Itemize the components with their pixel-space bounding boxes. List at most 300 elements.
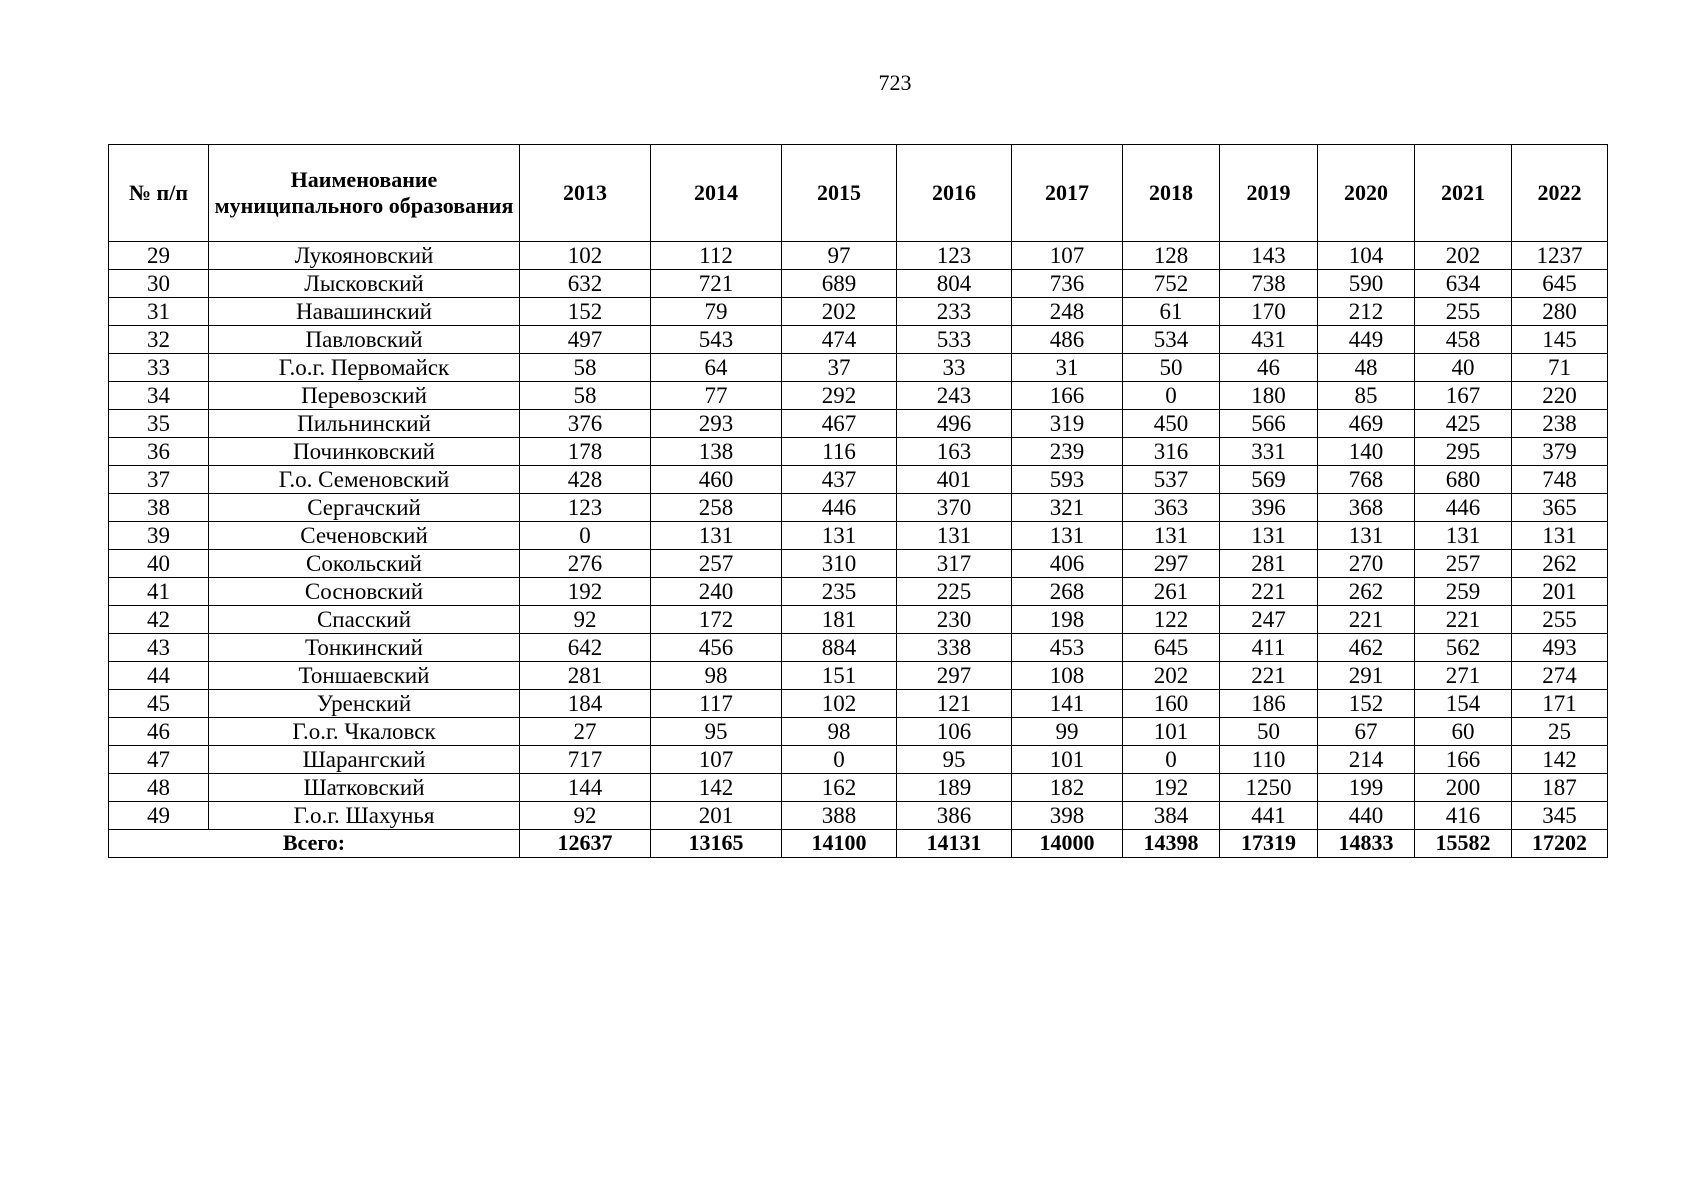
value-cell: 416: [1415, 802, 1512, 830]
value-cell: 804: [897, 270, 1012, 298]
value-cell: 569: [1220, 466, 1318, 494]
header-municipality: Наименование муниципального образования: [209, 145, 520, 242]
value-cell: 474: [782, 326, 897, 354]
value-cell: 198: [1012, 606, 1123, 634]
value-cell: 240: [651, 578, 782, 606]
value-cell: 99: [1012, 718, 1123, 746]
value-cell: 411: [1220, 634, 1318, 662]
value-cell: 319: [1012, 410, 1123, 438]
value-cell: 143: [1220, 242, 1318, 270]
table-row: [109, 382, 1608, 410]
value-cell: 632: [520, 270, 651, 298]
value-cell: 170: [1220, 298, 1318, 326]
total-value-cell: 14131: [897, 830, 1012, 858]
value-cell: 368: [1318, 494, 1415, 522]
table-row: [109, 298, 1608, 326]
value-cell: 61: [1123, 298, 1220, 326]
municipality-cell: Починковский: [209, 438, 520, 466]
value-cell: 534: [1123, 326, 1220, 354]
table-row: [109, 326, 1608, 354]
value-cell: 160: [1123, 690, 1220, 718]
header-year: 2016: [897, 145, 1012, 242]
table-row: [109, 410, 1608, 438]
municipality-cell: Г.о.г. Шахунья: [209, 802, 520, 830]
value-cell: 181: [782, 606, 897, 634]
value-cell: 748: [1512, 466, 1608, 494]
value-cell: 184: [520, 690, 651, 718]
row-number-cell: 37: [109, 466, 209, 494]
value-cell: 496: [897, 410, 1012, 438]
municipality-cell: Сеченовский: [209, 522, 520, 550]
value-cell: 77: [651, 382, 782, 410]
row-number-cell: 36: [109, 438, 209, 466]
value-cell: 152: [520, 298, 651, 326]
municipality-cell: Лысковский: [209, 270, 520, 298]
value-cell: 131: [1415, 522, 1512, 550]
value-cell: 108: [1012, 662, 1123, 690]
value-cell: 151: [782, 662, 897, 690]
header-year: 2021: [1415, 145, 1512, 242]
value-cell: 431: [1220, 326, 1318, 354]
value-cell: 317: [897, 550, 1012, 578]
value-cell: 189: [897, 774, 1012, 802]
value-cell: 121: [897, 690, 1012, 718]
value-cell: 738: [1220, 270, 1318, 298]
value-cell: 79: [651, 298, 782, 326]
value-cell: 48: [1318, 354, 1415, 382]
value-cell: 248: [1012, 298, 1123, 326]
value-cell: 462: [1318, 634, 1415, 662]
value-cell: 131: [897, 522, 1012, 550]
value-cell: 128: [1123, 242, 1220, 270]
municipality-cell: Сергачский: [209, 494, 520, 522]
value-cell: 379: [1512, 438, 1608, 466]
value-cell: 182: [1012, 774, 1123, 802]
row-number-cell: 38: [109, 494, 209, 522]
value-cell: 440: [1318, 802, 1415, 830]
value-cell: 274: [1512, 662, 1608, 690]
value-cell: 152: [1318, 690, 1415, 718]
value-cell: 645: [1512, 270, 1608, 298]
value-cell: 178: [520, 438, 651, 466]
value-cell: 64: [651, 354, 782, 382]
value-cell: 37: [782, 354, 897, 382]
value-cell: 370: [897, 494, 1012, 522]
municipality-cell: Г.о. Семеновский: [209, 466, 520, 494]
value-cell: 95: [651, 718, 782, 746]
value-cell: 71: [1512, 354, 1608, 382]
value-cell: 238: [1512, 410, 1608, 438]
value-cell: 101: [1123, 718, 1220, 746]
value-cell: 221: [1415, 606, 1512, 634]
header-year: 2019: [1220, 145, 1318, 242]
header-year: 2015: [782, 145, 897, 242]
row-number-cell: 30: [109, 270, 209, 298]
value-cell: 104: [1318, 242, 1415, 270]
value-cell: 398: [1012, 802, 1123, 830]
value-cell: 199: [1318, 774, 1415, 802]
value-cell: 363: [1123, 494, 1220, 522]
value-cell: 401: [897, 466, 1012, 494]
value-cell: 92: [520, 802, 651, 830]
value-cell: 437: [782, 466, 897, 494]
table-row: [109, 354, 1608, 382]
row-number-cell: 44: [109, 662, 209, 690]
value-cell: 50: [1220, 718, 1318, 746]
table-row: [109, 634, 1608, 662]
value-cell: 276: [520, 550, 651, 578]
value-cell: 122: [1123, 606, 1220, 634]
value-cell: 642: [520, 634, 651, 662]
value-cell: 261: [1123, 578, 1220, 606]
value-cell: 67: [1318, 718, 1415, 746]
value-cell: 58: [520, 382, 651, 410]
value-cell: 428: [520, 466, 651, 494]
value-cell: 142: [651, 774, 782, 802]
value-cell: 469: [1318, 410, 1415, 438]
value-cell: 386: [897, 802, 1012, 830]
value-cell: 292: [782, 382, 897, 410]
value-cell: 163: [897, 438, 1012, 466]
value-cell: 493: [1512, 634, 1608, 662]
value-cell: 92: [520, 606, 651, 634]
header-year: 2014: [651, 145, 782, 242]
row-number-cell: 40: [109, 550, 209, 578]
value-cell: 425: [1415, 410, 1512, 438]
value-cell: 257: [1415, 550, 1512, 578]
value-cell: 0: [782, 746, 897, 774]
value-cell: 259: [1415, 578, 1512, 606]
value-cell: 131: [782, 522, 897, 550]
row-number-cell: 29: [109, 242, 209, 270]
value-cell: 97: [782, 242, 897, 270]
value-cell: 187: [1512, 774, 1608, 802]
value-cell: 295: [1415, 438, 1512, 466]
value-cell: 102: [520, 242, 651, 270]
table-row: [109, 494, 1608, 522]
row-number-cell: 47: [109, 746, 209, 774]
municipality-cell: Г.о.г. Первомайск: [209, 354, 520, 382]
value-cell: 258: [651, 494, 782, 522]
value-cell: 590: [1318, 270, 1415, 298]
value-cell: 0: [1123, 746, 1220, 774]
value-cell: 212: [1318, 298, 1415, 326]
value-cell: 537: [1123, 466, 1220, 494]
municipality-cell: Спасский: [209, 606, 520, 634]
header-year: 2022: [1512, 145, 1608, 242]
value-cell: 239: [1012, 438, 1123, 466]
value-cell: 144: [520, 774, 651, 802]
value-cell: 145: [1512, 326, 1608, 354]
row-number-cell: 33: [109, 354, 209, 382]
value-cell: 154: [1415, 690, 1512, 718]
table-body: [109, 242, 1608, 830]
value-cell: 467: [782, 410, 897, 438]
total-value-cell: 17202: [1512, 830, 1608, 858]
value-cell: 280: [1512, 298, 1608, 326]
value-cell: 221: [1318, 606, 1415, 634]
value-cell: 376: [520, 410, 651, 438]
value-cell: 449: [1318, 326, 1415, 354]
value-cell: 752: [1123, 270, 1220, 298]
value-cell: 46: [1220, 354, 1318, 382]
value-cell: 450: [1123, 410, 1220, 438]
municipality-cell: Павловский: [209, 326, 520, 354]
value-cell: 192: [1123, 774, 1220, 802]
table-row: [109, 718, 1608, 746]
value-cell: 1237: [1512, 242, 1608, 270]
value-cell: 107: [651, 746, 782, 774]
row-number-cell: 32: [109, 326, 209, 354]
value-cell: 25: [1512, 718, 1608, 746]
value-cell: 110: [1220, 746, 1318, 774]
value-cell: 172: [651, 606, 782, 634]
value-cell: 117: [651, 690, 782, 718]
value-cell: 162: [782, 774, 897, 802]
value-cell: 235: [782, 578, 897, 606]
value-cell: 116: [782, 438, 897, 466]
value-cell: 384: [1123, 802, 1220, 830]
row-number-cell: 46: [109, 718, 209, 746]
value-cell: 321: [1012, 494, 1123, 522]
municipality-cell: Шатковский: [209, 774, 520, 802]
row-number-cell: 43: [109, 634, 209, 662]
value-cell: 58: [520, 354, 651, 382]
value-cell: 446: [782, 494, 897, 522]
value-cell: 180: [1220, 382, 1318, 410]
table-row: [109, 438, 1608, 466]
value-cell: 230: [897, 606, 1012, 634]
value-cell: 281: [1220, 550, 1318, 578]
row-number-cell: 35: [109, 410, 209, 438]
value-cell: 85: [1318, 382, 1415, 410]
value-cell: 689: [782, 270, 897, 298]
value-cell: 201: [651, 802, 782, 830]
row-number-cell: 39: [109, 522, 209, 550]
row-number-cell: 45: [109, 690, 209, 718]
table-row: [109, 802, 1608, 830]
header-year: 2018: [1123, 145, 1220, 242]
value-cell: 255: [1415, 298, 1512, 326]
total-value-cell: 13165: [651, 830, 782, 858]
value-cell: 680: [1415, 466, 1512, 494]
table-row: [109, 606, 1608, 634]
value-cell: 768: [1318, 466, 1415, 494]
value-cell: 365: [1512, 494, 1608, 522]
total-value-cell: 17319: [1220, 830, 1318, 858]
value-cell: 131: [1012, 522, 1123, 550]
value-cell: 255: [1512, 606, 1608, 634]
value-cell: 112: [651, 242, 782, 270]
row-number-cell: 42: [109, 606, 209, 634]
page-number: 723: [878, 70, 912, 95]
value-cell: 310: [782, 550, 897, 578]
value-cell: 201: [1512, 578, 1608, 606]
total-value-cell: 14100: [782, 830, 897, 858]
value-cell: 297: [897, 662, 1012, 690]
row-number-cell: 49: [109, 802, 209, 830]
total-value-cell: 14000: [1012, 830, 1123, 858]
value-cell: 138: [651, 438, 782, 466]
value-cell: 31: [1012, 354, 1123, 382]
value-cell: 221: [1220, 578, 1318, 606]
municipality-cell: Тоншаевский: [209, 662, 520, 690]
value-cell: 533: [897, 326, 1012, 354]
value-cell: 593: [1012, 466, 1123, 494]
value-cell: 268: [1012, 578, 1123, 606]
value-cell: 406: [1012, 550, 1123, 578]
value-cell: 140: [1318, 438, 1415, 466]
value-cell: 171: [1512, 690, 1608, 718]
value-cell: 316: [1123, 438, 1220, 466]
value-cell: 543: [651, 326, 782, 354]
value-cell: 221: [1220, 662, 1318, 690]
value-cell: 460: [651, 466, 782, 494]
data-table: [108, 144, 1608, 858]
value-cell: 0: [520, 522, 651, 550]
value-cell: 247: [1220, 606, 1318, 634]
value-cell: 101: [1012, 746, 1123, 774]
value-cell: 458: [1415, 326, 1512, 354]
value-cell: 497: [520, 326, 651, 354]
value-cell: 186: [1220, 690, 1318, 718]
header-year: 2020: [1318, 145, 1415, 242]
municipality-cell: Шарангский: [209, 746, 520, 774]
total-value-cell: 12637: [520, 830, 651, 858]
municipality-cell: Сокольский: [209, 550, 520, 578]
municipality-cell: Перевозский: [209, 382, 520, 410]
table-row: [109, 550, 1608, 578]
value-cell: 453: [1012, 634, 1123, 662]
value-cell: 202: [782, 298, 897, 326]
row-number-cell: 31: [109, 298, 209, 326]
value-cell: 291: [1318, 662, 1415, 690]
total-value-cell: 14398: [1123, 830, 1220, 858]
value-cell: 40: [1415, 354, 1512, 382]
table-row: [109, 746, 1608, 774]
value-cell: 281: [520, 662, 651, 690]
value-cell: 102: [782, 690, 897, 718]
value-cell: 95: [897, 746, 1012, 774]
value-cell: 721: [651, 270, 782, 298]
value-cell: 884: [782, 634, 897, 662]
value-cell: 202: [1415, 242, 1512, 270]
value-cell: 717: [520, 746, 651, 774]
value-cell: 98: [651, 662, 782, 690]
total-value-cell: 14833: [1318, 830, 1415, 858]
value-cell: 441: [1220, 802, 1318, 830]
value-cell: 50: [1123, 354, 1220, 382]
value-cell: 243: [897, 382, 1012, 410]
value-cell: 33: [897, 354, 1012, 382]
value-cell: 262: [1512, 550, 1608, 578]
municipality-cell: Сосновский: [209, 578, 520, 606]
table-header-row: [109, 145, 1608, 242]
total-label: Всего:: [109, 830, 520, 858]
value-cell: 166: [1415, 746, 1512, 774]
value-cell: 297: [1123, 550, 1220, 578]
municipality-cell: Уренский: [209, 690, 520, 718]
value-cell: 167: [1415, 382, 1512, 410]
value-cell: 736: [1012, 270, 1123, 298]
value-cell: 0: [1123, 382, 1220, 410]
value-cell: 123: [897, 242, 1012, 270]
value-cell: 200: [1415, 774, 1512, 802]
total-value-cell: 15582: [1415, 830, 1512, 858]
value-cell: 192: [520, 578, 651, 606]
value-cell: 131: [1123, 522, 1220, 550]
value-cell: 293: [651, 410, 782, 438]
value-cell: 486: [1012, 326, 1123, 354]
value-cell: 60: [1415, 718, 1512, 746]
value-cell: 220: [1512, 382, 1608, 410]
value-cell: 566: [1220, 410, 1318, 438]
value-cell: 131: [1512, 522, 1608, 550]
table-row: [109, 270, 1608, 298]
value-cell: 141: [1012, 690, 1123, 718]
value-cell: 131: [1220, 522, 1318, 550]
value-cell: 271: [1415, 662, 1512, 690]
value-cell: 131: [1318, 522, 1415, 550]
value-cell: 331: [1220, 438, 1318, 466]
value-cell: 166: [1012, 382, 1123, 410]
header-number: № п/п: [109, 145, 209, 242]
municipality-cell: Тонкинский: [209, 634, 520, 662]
value-cell: 107: [1012, 242, 1123, 270]
value-cell: 257: [651, 550, 782, 578]
table-row: [109, 578, 1608, 606]
value-cell: 214: [1318, 746, 1415, 774]
row-number-cell: 48: [109, 774, 209, 802]
table-row: [109, 242, 1608, 270]
value-cell: 202: [1123, 662, 1220, 690]
value-cell: 562: [1415, 634, 1512, 662]
value-cell: 131: [651, 522, 782, 550]
total-row: [109, 830, 1608, 858]
value-cell: 106: [897, 718, 1012, 746]
municipality-cell: Г.о.г. Чкаловск: [209, 718, 520, 746]
value-cell: 98: [782, 718, 897, 746]
municipality-cell: Навашинский: [209, 298, 520, 326]
value-cell: 338: [897, 634, 1012, 662]
value-cell: 262: [1318, 578, 1415, 606]
value-cell: 645: [1123, 634, 1220, 662]
value-cell: 456: [651, 634, 782, 662]
value-cell: 27: [520, 718, 651, 746]
value-cell: 634: [1415, 270, 1512, 298]
value-cell: 396: [1220, 494, 1318, 522]
value-cell: 446: [1415, 494, 1512, 522]
value-cell: 123: [520, 494, 651, 522]
row-number-cell: 34: [109, 382, 209, 410]
value-cell: 225: [897, 578, 1012, 606]
table-row: [109, 690, 1608, 718]
header-year: 2013: [520, 145, 651, 242]
value-cell: 233: [897, 298, 1012, 326]
table-row: [109, 774, 1608, 802]
value-cell: 270: [1318, 550, 1415, 578]
municipality-cell: Пильнинский: [209, 410, 520, 438]
table-row: [109, 466, 1608, 494]
value-cell: 345: [1512, 802, 1608, 830]
value-cell: 1250: [1220, 774, 1318, 802]
table-row: [109, 522, 1608, 550]
row-number-cell: 41: [109, 578, 209, 606]
value-cell: 142: [1512, 746, 1608, 774]
header-year: 2017: [1012, 145, 1123, 242]
municipality-cell: Лукояновский: [209, 242, 520, 270]
value-cell: 388: [782, 802, 897, 830]
